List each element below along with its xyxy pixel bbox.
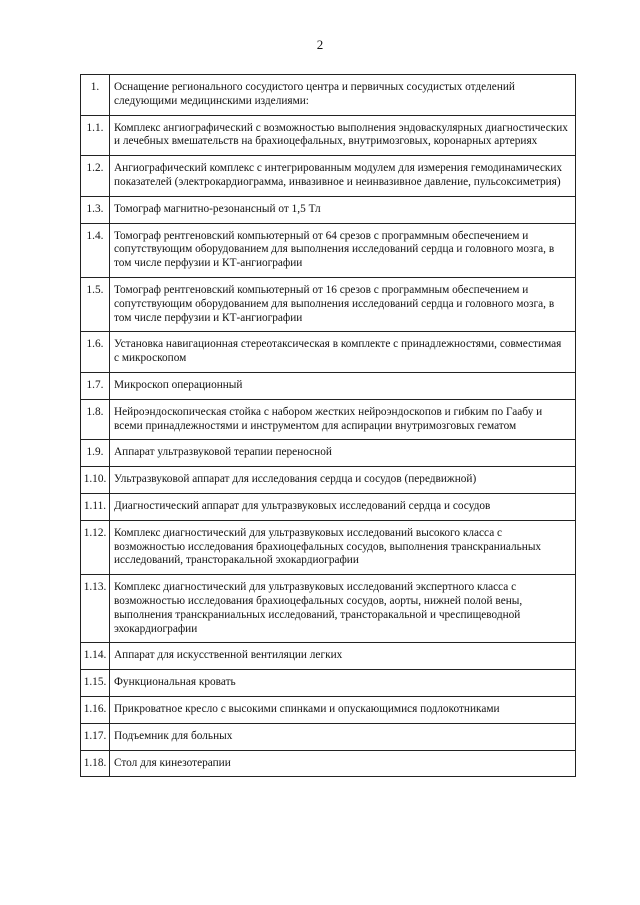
item-number: 1.7. [81,372,110,399]
item-text: Подъемник для больных [110,723,576,750]
item-text: Ангиографический комплекс с интегрированным модулем для измерения гемодинамических показателей (электрокардиограмма, инвазивное и неинвазивное давление, пульсоксиметрия) [110,156,576,197]
equipment-table [80,74,576,777]
item-text: Томограф рентгеновский компьютерный от 64 срезов с программным обеспечением и сопутствующим оборудованием для выполнения исследований сердца и головного мозга, в том числе перфузии и КТ-ангиографии [110,223,576,277]
item-number: 1.12. [81,520,110,574]
item-number: 1.4. [81,223,110,277]
item-text: Томограф рентгеновский компьютерный от 16 срезов с программным обеспечением и сопутствующим оборудованием для выполнения исследований сердца и головного мозга, в том числе перфузии и КТ-ангиографии [110,277,576,331]
item-number: 1.6. [81,332,110,373]
table-row [81,223,576,277]
table-row [81,372,576,399]
item-number: 1.10. [81,467,110,494]
item-text: Аппарат ультразвуковой терапии переносной [110,440,576,467]
page-number: 2 [316,37,324,52]
item-text: Томограф магнитно-резонансный от 1,5 Тл [110,196,576,223]
item-number: 1.16. [81,696,110,723]
item-text: Комплекс диагностический для ультразвуковых исследований экспертного класса с возможностью исследования брахиоцефальных сосудов, аорты, нижней полой вены, выполнения транскраниальных исследований, трансторакальной и чреспищеводной эхокардиографии [110,575,576,643]
item-number: 1.2. [81,156,110,197]
item-number: 1.14. [81,643,110,670]
item-number: 1. [81,75,110,116]
item-number: 1.13. [81,575,110,643]
item-text: Нейроэндоскопическая стойка с набором жестких нейроэндоскопов и гибким по Гаабу и всеми принадлежностями и инструментом для аспирации внутримозговых гематом [110,399,576,440]
table-row [81,277,576,331]
item-number: 1.11. [81,493,110,520]
table-row [81,467,576,494]
table-row [81,723,576,750]
item-number: 1.8. [81,399,110,440]
table-row [81,156,576,197]
item-number: 1.5. [81,277,110,331]
item-text: Прикроватное кресло с высокими спинками и опускающимися подлокотниками [110,696,576,723]
table-row [81,493,576,520]
table-row [81,399,576,440]
table-row [81,520,576,574]
item-text: Функциональная кровать [110,670,576,697]
item-text: Стол для кинезотерапии [110,750,576,777]
table-row [81,643,576,670]
item-number: 1.9. [81,440,110,467]
item-text: Аппарат для искусственной вентиляции легких [110,643,576,670]
table-row [81,196,576,223]
item-text: Микроскоп операционный [110,372,576,399]
item-text: Оснащение регионального сосудистого центра и первичных сосудистых отделений следующими медицинскими изделиями: [110,75,576,116]
item-number: 1.3. [81,196,110,223]
item-text: Комплекс ангиографический с возможностью выполнения эндоваскулярных диагностических и лечебных вмешательств на брахиоцефальных, внутримозговых, коронарных артериях [110,115,576,156]
item-text: Ультразвуковой аппарат для исследования сердца и сосудов (передвижной) [110,467,576,494]
item-number: 1.1. [81,115,110,156]
table-row [81,696,576,723]
item-text: Установка навигационная стереотаксическая в комплекте с принадлежностями, совместимая с микроскопом [110,332,576,373]
table-row [81,332,576,373]
table-row [81,440,576,467]
table-row [81,575,576,643]
table-row [81,750,576,777]
item-number: 1.17. [81,723,110,750]
table-row [81,75,576,116]
item-text: Диагностический аппарат для ультразвуковых исследований сердца и сосудов [110,493,576,520]
item-text: Комплекс диагностический для ультразвуковых исследований высокого класса с возможностью исследования брахиоцефальных сосудов, выполнения транскраниальных исследований, трансторакальной эхокардиографии [110,520,576,574]
table-row [81,115,576,156]
item-number: 1.15. [81,670,110,697]
item-number: 1.18. [81,750,110,777]
table-row [81,670,576,697]
